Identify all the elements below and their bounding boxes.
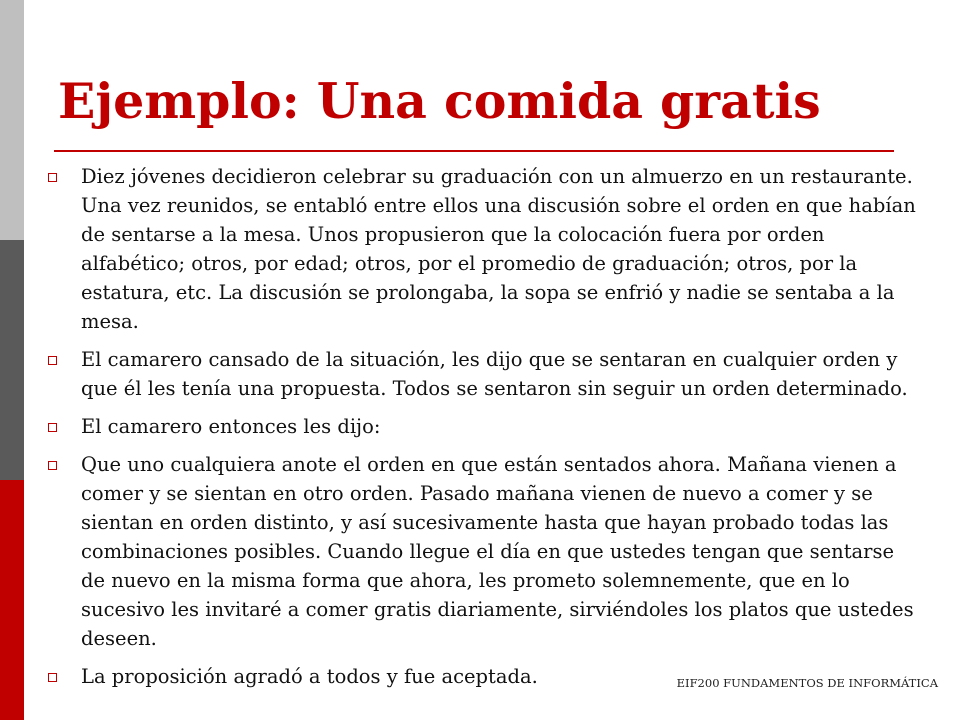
title-underline: [54, 150, 894, 152]
bullet-text: Que uno cualquiera anote el orden en que están sentados ahora. Mañana vienen a comer y se sientan en otro orden. Pasado mañana vienen de nuevo a comer y se sientan en orden distinto, y así sucesivamente hasta que hayan probado todas las combinaciones posibles. Cuando llegue el día en que ustedes tengan que sentarse de nuevo en la misma forma que ahora, les prometo solemnemente, que en lo sucesivo les invitaré a comer gratis diariamente, sirviéndoles los platos que ustedes deseen.: [81, 453, 914, 650]
list-item: [46, 450, 916, 653]
side-bar-dark-gray: [0, 240, 24, 480]
side-bar-red: [0, 480, 24, 720]
square-bullet-icon: [48, 356, 57, 365]
bullet-text: Diez jóvenes decidieron celebrar su graduación con un almuerzo en un restaurante. Una vez reunidos, se entabló entre ellos una discusión sobre el orden en que habían de sentarse a la mesa. Unos propusieron que la colocación fuera por orden alfabético; otros, por edad; otros, por el promedio de graduación; otros, por la estatura, etc. La discusión se prolongaba, la sopa se enfrió y nadie se sentaba a la mesa.: [81, 165, 916, 333]
slide-title: Ejemplo: Una comida gratis: [58, 72, 821, 130]
bullet-text: La proposición agradó a todos y fue aceptada.: [81, 665, 538, 688]
list-item: [46, 412, 916, 441]
list-item: [46, 345, 916, 403]
square-bullet-icon: [48, 673, 57, 682]
square-bullet-icon: [48, 423, 57, 432]
square-bullet-icon: [48, 173, 57, 182]
slide-footer: EIF200 FUNDAMENTOS DE INFORMÁTICA: [676, 676, 938, 690]
list-item: [46, 162, 916, 336]
bullet-text: El camarero entonces les dijo:: [81, 415, 381, 438]
bullet-list: [46, 162, 916, 700]
bullet-text: El camarero cansado de la situación, les dijo que se sentaran en cualquier orden y que él les tenía una propuesta. Todos se sentaron sin seguir un orden determinado.: [81, 348, 908, 400]
square-bullet-icon: [48, 461, 57, 470]
side-bar-light-gray: [0, 0, 24, 240]
